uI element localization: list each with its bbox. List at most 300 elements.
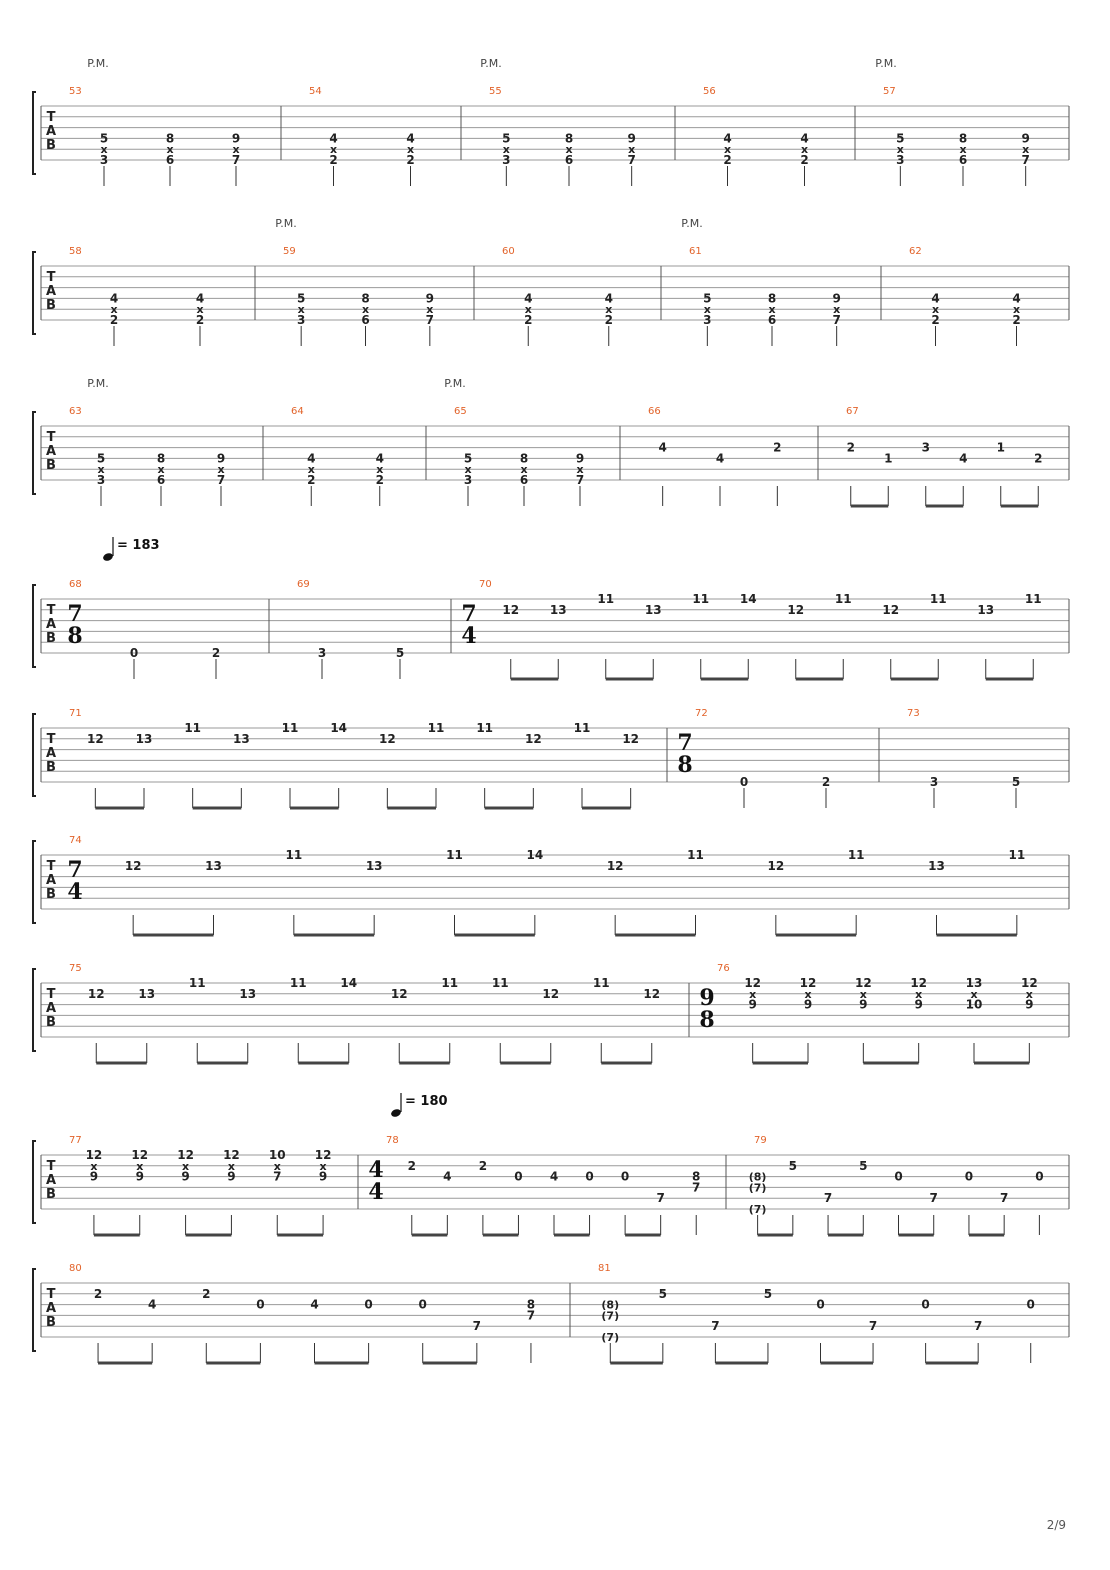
dead-note-mark: x xyxy=(110,303,118,317)
tab-fret-number: 1 xyxy=(996,440,1005,455)
dead-note-mark: x xyxy=(576,463,584,477)
tab-fret-number: 7 xyxy=(472,1319,482,1334)
tab-fret-number: 1 xyxy=(884,451,893,466)
tab-fret-number: 0 xyxy=(921,1297,930,1312)
tab-fret-number: 6 xyxy=(165,153,175,167)
tab-fret-number: 8 xyxy=(165,131,175,146)
tab-fret-number: 2 xyxy=(1034,451,1043,466)
tab-fret-number: 12 xyxy=(124,858,142,873)
tab-fret-number: 3 xyxy=(929,775,939,789)
dead-note-mark: x xyxy=(157,463,165,477)
tab-fret-number: 4 xyxy=(604,291,613,306)
measure-number: 54 xyxy=(309,86,322,97)
tab-fret-number: 12 xyxy=(744,976,762,990)
tab-fret-number: 13 xyxy=(232,731,250,746)
measure-number: 80 xyxy=(69,1263,82,1274)
dead-note-mark: x xyxy=(319,1159,327,1173)
tab-clef-letter: B xyxy=(46,298,56,313)
dead-note-mark: x xyxy=(1022,143,1030,157)
tab-fret-number: 4 xyxy=(1012,291,1021,306)
time-signature-bottom: 4 xyxy=(368,1179,384,1205)
dead-note-mark: x xyxy=(703,303,711,317)
tab-fret-number: 12 xyxy=(86,731,104,746)
tab-fret-number: 11 xyxy=(441,976,459,990)
dead-note-mark: x xyxy=(565,143,573,157)
tab-clef-letter: T xyxy=(46,1159,56,1174)
tab-fret-number: 11 xyxy=(929,592,947,606)
dead-note-mark: x xyxy=(406,143,415,157)
tab-fret-number: 7 xyxy=(526,1308,536,1323)
dead-note-mark: x xyxy=(520,463,528,477)
system-bracket xyxy=(33,585,36,667)
tab-fret-number: 4 xyxy=(147,1297,157,1312)
tab-fret-number: 9 xyxy=(1025,997,1034,1012)
tab-fret-number: 5 xyxy=(395,646,405,660)
measure-number: 76 xyxy=(717,963,730,974)
tab-clef-letter: A xyxy=(45,284,57,299)
tab-fret-number: 7 xyxy=(692,1180,701,1195)
tab-fret-number: 11 xyxy=(289,976,307,990)
dead-note-mark: x xyxy=(376,463,384,477)
tab-fret-number: 6 xyxy=(361,313,370,327)
time-signature-bottom: 8 xyxy=(677,752,693,778)
palm-mute-label: P.M. xyxy=(275,217,297,230)
tab-fret-number: 11 xyxy=(692,592,710,606)
tab-fret-number: 9 xyxy=(627,131,636,146)
dead-note-mark: x xyxy=(217,463,225,477)
tab-fret-number: 7 xyxy=(832,313,841,327)
tab-fret-number: 12 xyxy=(882,602,900,617)
dead-note-mark: x xyxy=(166,143,174,157)
tab-fret-number: 2 xyxy=(478,1158,488,1173)
tab-fret-number: 12 xyxy=(767,858,785,873)
tab-fret-number: 12 xyxy=(787,602,805,617)
palm-mute-label: P.M. xyxy=(480,57,502,70)
palm-mute-label: P.M. xyxy=(87,57,109,70)
tab-fret-number: 2 xyxy=(406,153,415,167)
tab-fret-number: 5 xyxy=(296,291,306,306)
tab-fret-number: 13 xyxy=(644,602,662,617)
tab-fret-number: 3 xyxy=(99,153,109,167)
tab-fret-number: 13 xyxy=(135,731,153,746)
measure-number: 81 xyxy=(598,1263,611,1274)
tempo-marking: = 180 xyxy=(405,1094,448,1109)
tab-fret-number: 11 xyxy=(834,592,852,606)
tab-fret-number: 9 xyxy=(89,1169,99,1184)
tab-fret-number: (7) xyxy=(748,1203,767,1216)
tab-fret-number: 11 xyxy=(188,976,206,990)
tab-fret-number: 2 xyxy=(1012,313,1021,327)
tab-fret-number: (8) xyxy=(748,1170,767,1184)
tab-fret-number: 14 xyxy=(739,592,757,606)
dead-note-mark: x xyxy=(100,143,108,157)
measure-number: 79 xyxy=(754,1135,767,1146)
tab-clef-letter: B xyxy=(46,1015,56,1030)
tab-fret-number: 9 xyxy=(1021,131,1030,146)
palm-mute-label: P.M. xyxy=(681,217,703,230)
dead-note-mark: x xyxy=(273,1159,281,1173)
measure-number: 64 xyxy=(291,406,304,417)
tab-fret-number: 2 xyxy=(773,440,782,455)
tab-fret-number: 11 xyxy=(1024,592,1042,606)
tab-fret-number: 4 xyxy=(109,291,119,306)
tab-clef-letter: T xyxy=(46,1287,56,1302)
tab-clef-letter: T xyxy=(46,603,56,618)
measure-number: 68 xyxy=(69,579,82,590)
tab-fret-number: 0 xyxy=(256,1297,265,1312)
measure-number: 58 xyxy=(69,246,82,257)
tab-fret-number: 2 xyxy=(800,153,809,167)
tab-fret-number: (7) xyxy=(601,1331,620,1344)
tab-fret-number: 7 xyxy=(1021,153,1030,167)
measure-number: 75 xyxy=(69,963,82,974)
measure-number: 72 xyxy=(695,708,708,719)
tab-fret-number: 7 xyxy=(929,1191,938,1206)
page-number: 2/9 xyxy=(1046,1518,1066,1532)
tab-fret-number: 12 xyxy=(854,976,872,990)
dead-note-mark: x xyxy=(723,143,732,157)
tab-fret-number: 9 xyxy=(318,1169,328,1184)
time-signature-top: 7 xyxy=(67,601,83,627)
tab-fret-number: 5 xyxy=(859,1158,868,1173)
tab-fret-number: 0 xyxy=(418,1297,427,1312)
tab-fret-number: 9 xyxy=(748,997,757,1012)
tab-fret-number: 7 xyxy=(216,473,226,487)
measure-number: 57 xyxy=(883,86,896,97)
dead-note-mark: x xyxy=(426,303,434,317)
tab-fret-number: 7 xyxy=(627,153,636,167)
tab-fret-number: 6 xyxy=(519,473,529,487)
tab-fret-number: 12 xyxy=(85,1148,103,1162)
measure-number: 78 xyxy=(386,1135,399,1146)
dead-note-mark: x xyxy=(804,987,812,1001)
tab-fret-number: 11 xyxy=(597,592,615,606)
tab-fret-number: 11 xyxy=(446,848,463,862)
measure-number: 67 xyxy=(846,406,859,417)
tab-fret-number: 12 xyxy=(542,986,560,1001)
tab-clef-letter: T xyxy=(46,270,56,285)
tab-fret-number: 12 xyxy=(502,602,520,617)
time-signature-top: 7 xyxy=(461,601,477,627)
tab-fret-number: 7 xyxy=(656,1191,665,1206)
tab-fret-number: 2 xyxy=(407,1158,416,1173)
system-bracket xyxy=(33,1141,36,1223)
tab-fret-number: 9 xyxy=(803,997,813,1012)
measure-number: 66 xyxy=(648,406,661,417)
tab-fret-number: 5 xyxy=(96,451,106,466)
dead-note-mark: x xyxy=(307,463,315,477)
tab-fret-number: 6 xyxy=(958,153,968,167)
tab-fret-number: 5 xyxy=(896,131,905,146)
tab-clef-letter: B xyxy=(46,138,56,153)
measure-number: 70 xyxy=(479,579,492,590)
tab-fret-number: 12 xyxy=(378,731,396,746)
tab-fret-number: 9 xyxy=(216,451,226,466)
tab-fret-number: 12 xyxy=(87,986,105,1001)
tab-fret-number: 10 xyxy=(268,1148,286,1162)
tab-fret-number: 0 xyxy=(364,1297,373,1312)
tab-fret-number: 0 xyxy=(816,1297,825,1312)
tab-fret-number: 4 xyxy=(931,291,940,306)
measure-number: 53 xyxy=(69,86,82,97)
tab-fret-number: 7 xyxy=(973,1319,983,1334)
tab-fret-number: 2 xyxy=(846,440,855,455)
dead-note-mark: x xyxy=(329,143,338,157)
tab-fret-number: 12 xyxy=(177,1148,194,1162)
time-signature-top: 7 xyxy=(677,730,693,756)
tab-clef-letter: T xyxy=(46,110,56,125)
dead-note-mark: x xyxy=(970,987,978,1001)
tab-fret-number: 13 xyxy=(239,986,257,1001)
tab-fret-number: 14 xyxy=(340,976,358,990)
tab-fret-number: 8 xyxy=(564,131,574,146)
dead-note-mark: x xyxy=(136,1159,144,1173)
tab-fret-number: 12 xyxy=(390,986,408,1001)
system-bracket xyxy=(33,841,36,923)
tab-fret-number: 13 xyxy=(365,858,383,873)
time-signature-bottom: 4 xyxy=(67,879,83,905)
tab-clef-letter: T xyxy=(46,430,56,445)
tab-fret-number: 11 xyxy=(592,976,610,990)
tab-clef-letter: A xyxy=(45,444,57,459)
dead-note-mark: x xyxy=(859,987,867,1001)
tab-fret-number: 8 xyxy=(767,291,777,306)
tab-fret-number: 4 xyxy=(329,131,338,146)
tab-fret-number: 9 xyxy=(914,997,923,1012)
tab-fret-number: 14 xyxy=(330,721,348,735)
dead-note-mark: x xyxy=(896,143,904,157)
tab-fret-number: 11 xyxy=(427,721,445,735)
tab-fret-number: 13 xyxy=(965,976,983,990)
tab-fret-number: 2 xyxy=(93,1286,103,1301)
system-bracket xyxy=(33,412,36,494)
time-signature-bottom: 8 xyxy=(699,1007,715,1033)
tab-fret-number: 2 xyxy=(375,473,384,487)
tab-fret-number: 7 xyxy=(425,313,435,327)
measure-number: 77 xyxy=(69,1135,82,1146)
palm-mute-label: P.M. xyxy=(444,377,466,390)
tab-fret-number: (7) xyxy=(748,1181,767,1195)
tab-fret-number: 9 xyxy=(135,1169,144,1184)
measure-number: 65 xyxy=(454,406,467,417)
tab-fret-number: 3 xyxy=(317,646,327,660)
tab-fret-number: 2 xyxy=(931,313,940,327)
tab-fret-number: 12 xyxy=(606,858,624,873)
dead-note-mark: x xyxy=(524,303,532,317)
measure-number: 71 xyxy=(69,708,82,719)
tab-fret-number: 4 xyxy=(406,131,415,146)
tab-fret-number: 5 xyxy=(763,1286,773,1301)
dead-note-mark: x xyxy=(196,303,204,317)
tab-clef-letter: A xyxy=(45,617,57,632)
tab-fret-number: 8 xyxy=(958,131,968,146)
measure-number: 62 xyxy=(909,246,922,257)
dead-note-mark: x xyxy=(297,303,305,317)
tab-fret-number: (8) xyxy=(601,1298,620,1312)
tab-clef-letter: T xyxy=(46,987,56,1002)
dead-note-mark: x xyxy=(959,143,967,157)
tab-fret-number: 0 xyxy=(964,1169,974,1184)
tab-fret-number: 13 xyxy=(205,858,222,873)
dead-note-mark: x xyxy=(1012,303,1021,317)
tab-clef-letter: B xyxy=(46,1315,56,1330)
tab-fret-number: 2 xyxy=(604,313,613,327)
tab-fret-number: 4 xyxy=(800,131,809,146)
tab-fret-number: 3 xyxy=(896,153,905,167)
tab-clef-letter: A xyxy=(45,124,57,139)
tab-fret-number: 12 xyxy=(524,731,542,746)
tab-clef-letter: A xyxy=(45,873,57,888)
tab-fret-number: 11 xyxy=(491,976,509,990)
system-bracket xyxy=(33,969,36,1051)
tab-clef-letter: B xyxy=(46,760,56,775)
tab-fret-number: 8 xyxy=(519,451,529,466)
tab-fret-number: 14 xyxy=(526,848,544,862)
system-bracket xyxy=(33,1269,36,1351)
tab-fret-number: 12 xyxy=(910,976,928,990)
tab-fret-number: 5 xyxy=(703,291,712,306)
tab-fret-number: 2 xyxy=(109,313,119,327)
measure-number: 73 xyxy=(907,708,920,719)
tab-fret-number: 9 xyxy=(181,1169,190,1184)
dead-note-mark: x xyxy=(97,463,105,477)
measure-number: 56 xyxy=(703,86,716,97)
tab-fret-number: 5 xyxy=(788,1158,798,1173)
tab-fret-number: 11 xyxy=(281,721,299,735)
tab-fret-number: 12 xyxy=(1020,976,1038,990)
tab-fret-number: 11 xyxy=(184,721,202,735)
tab-fret-number: 11 xyxy=(1008,848,1026,862)
tab-fret-number: 11 xyxy=(687,848,704,862)
tab-fret-number: 12 xyxy=(799,976,817,990)
dead-note-mark: x xyxy=(800,143,809,157)
tab-fret-number: 9 xyxy=(231,131,241,146)
tab-fret-number: 8 xyxy=(692,1169,701,1184)
tab-fret-number: 8 xyxy=(156,451,166,466)
tab-fret-number: 12 xyxy=(131,1148,149,1162)
tab-fret-number: 2 xyxy=(524,313,533,327)
tab-fret-number: 4 xyxy=(549,1169,559,1184)
tab-fret-number: 3 xyxy=(502,153,511,167)
tab-fret-number: 9 xyxy=(859,997,868,1012)
tab-fret-number: 4 xyxy=(959,451,968,466)
measure-number: 59 xyxy=(283,246,296,257)
tab-fret-number: 9 xyxy=(425,291,435,306)
system-bracket xyxy=(33,92,36,174)
tab-fret-number: 3 xyxy=(463,473,473,487)
dead-note-mark: x xyxy=(502,143,510,157)
tab-clef-letter: A xyxy=(45,1001,57,1016)
tab-fret-number: 13 xyxy=(928,858,945,873)
tab-fret-number: 5 xyxy=(1011,775,1021,789)
tab-fret-number: 3 xyxy=(921,440,930,455)
dead-note-mark: x xyxy=(628,143,636,157)
tab-fret-number: 5 xyxy=(502,131,511,146)
tab-fret-number: 0 xyxy=(739,775,749,789)
tempo-note-icon xyxy=(102,552,114,562)
tempo-note-icon xyxy=(390,1108,402,1118)
palm-mute-label: P.M. xyxy=(87,377,109,390)
measure-number: 61 xyxy=(689,246,702,257)
tab-fret-number: 4 xyxy=(375,451,384,466)
measure-number: 69 xyxy=(297,579,310,590)
tab-fret-number: 7 xyxy=(273,1169,282,1184)
dead-note-mark: x xyxy=(931,303,940,317)
tab-fret-number: 0 xyxy=(585,1169,594,1184)
tab-fret-number: 4 xyxy=(658,440,667,455)
tab-fret-number: 3 xyxy=(296,313,306,327)
time-signature-bottom: 8 xyxy=(67,623,83,649)
tab-fret-number: 7 xyxy=(823,1191,833,1206)
tab-fret-number: 11 xyxy=(847,848,865,862)
tab-fret-number: 7 xyxy=(868,1319,878,1334)
tab-fret-number: 12 xyxy=(622,731,640,746)
tab-clef-letter: B xyxy=(46,631,56,646)
dead-note-mark: x xyxy=(90,1159,98,1173)
tab-fret-number: 5 xyxy=(99,131,109,146)
system-bracket xyxy=(33,714,36,796)
tab-clef-letter: A xyxy=(45,746,57,761)
tab-fret-number: 11 xyxy=(476,721,494,735)
tab-fret-number: 4 xyxy=(723,131,732,146)
tempo-marking: = 183 xyxy=(117,538,160,553)
time-signature-top: 9 xyxy=(699,985,715,1011)
tab-fret-number: 0 xyxy=(620,1169,630,1184)
tab-fret-number: 4 xyxy=(715,451,725,466)
tab-fret-number: 4 xyxy=(307,451,316,466)
tab-fret-number: 2 xyxy=(202,1286,211,1301)
tab-fret-number: 4 xyxy=(524,291,533,306)
tab-fret-number: 0 xyxy=(1035,1169,1044,1184)
tab-fret-number: 6 xyxy=(564,153,574,167)
tab-fret-number: 3 xyxy=(703,313,712,327)
tab-fret-number: (7) xyxy=(601,1309,620,1323)
system-bracket xyxy=(33,252,36,334)
tab-fret-number: 12 xyxy=(223,1148,240,1162)
tab-fret-number: 2 xyxy=(723,153,732,167)
dead-note-mark: x xyxy=(768,303,776,317)
tab-fret-number: 0 xyxy=(894,1169,903,1184)
tab-fret-number: 10 xyxy=(965,997,983,1012)
tab-fret-number: 12 xyxy=(314,1148,332,1162)
tab-clef-letter: B xyxy=(46,1187,56,1202)
tab-fret-number: 12 xyxy=(643,986,661,1001)
tab-clef-letter: A xyxy=(45,1301,57,1316)
tab-fret-number: 5 xyxy=(658,1286,668,1301)
tab-clef-letter: T xyxy=(46,732,56,747)
measure-number: 55 xyxy=(489,86,502,97)
tab-clef-letter: A xyxy=(45,1173,57,1188)
tab-fret-number: 4 xyxy=(310,1297,319,1312)
tab-fret-number: 13 xyxy=(549,602,567,617)
dead-note-mark: x xyxy=(361,303,370,317)
dead-note-mark: x xyxy=(833,303,841,317)
tab-fret-number: 2 xyxy=(821,775,831,789)
tab-fret-number: 6 xyxy=(156,473,166,487)
tab-clef-letter: B xyxy=(46,458,56,473)
tab-clef-letter: B xyxy=(46,887,56,902)
tab-fret-number: 9 xyxy=(832,291,841,306)
tab-fret-number: 2 xyxy=(195,313,205,327)
tab-fret-number: 2 xyxy=(329,153,338,167)
tab-fret-number: 2 xyxy=(211,646,221,660)
time-signature-top: 4 xyxy=(368,1157,384,1183)
tab-fret-number: 7 xyxy=(231,153,241,167)
dead-note-mark: x xyxy=(227,1159,235,1173)
tab-fret-number: 3 xyxy=(96,473,106,487)
dead-note-mark: x xyxy=(1025,987,1033,1001)
tab-fret-number: 5 xyxy=(463,451,473,466)
